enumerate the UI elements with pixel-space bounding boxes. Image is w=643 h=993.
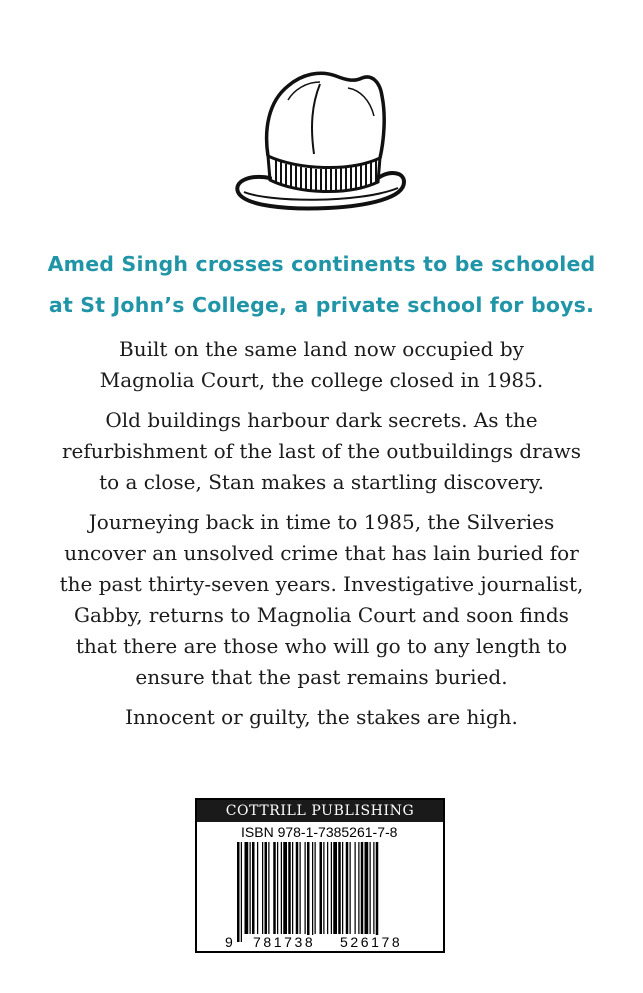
blurb-line: that there are those who will go to any length to xyxy=(75,634,568,658)
isbn-label: ISBN 978-1-7385261-7-8 xyxy=(241,824,398,840)
blurb xyxy=(0,334,643,742)
tagline-line-1: Amed Singh crosses continents to be schooled xyxy=(47,252,596,276)
fedora-hat-icon xyxy=(228,60,412,215)
blurb-line: to a close, Stan makes a startling discovery. xyxy=(99,470,544,494)
tagline-line-2: at St John’s College, a private school for boys. xyxy=(48,293,595,317)
blurb-line: Old buildings harbour dark secrets. As the xyxy=(105,408,538,432)
barcode-digits-right: 526178 xyxy=(340,934,403,950)
blurb-line: Built on the same land now occupied by xyxy=(119,337,524,361)
blurb-line: the past thirty-seven years. Investigative journalist, xyxy=(59,572,584,596)
blurb-line: uncover an unsolved crime that has lain buried for xyxy=(64,541,579,565)
barcode-digits-left: 781738 xyxy=(253,934,316,950)
blurb-line: refurbishment of the last of the outbuildings draws xyxy=(61,439,582,463)
blurb-line: Gabby, returns to Magnolia Court and soon finds xyxy=(74,603,569,627)
blurb-paragraph-3 xyxy=(0,507,643,693)
barcode-bars xyxy=(237,842,427,942)
barcode-panel xyxy=(195,798,445,953)
blurb-line: Magnolia Court, the college closed in 1985. xyxy=(99,368,544,392)
blurb-line: Journeying back in time to 1985, the Silveries xyxy=(88,510,555,534)
blurb-paragraph-4 xyxy=(0,702,643,733)
publisher-name: COTTRILL PUBLISHING xyxy=(197,800,443,822)
barcode-lead-digit: 9 xyxy=(225,934,233,950)
tagline xyxy=(0,244,643,326)
blurb-line: ensure that the past remains buried. xyxy=(135,665,508,689)
blurb-paragraph-1 xyxy=(0,334,643,396)
blurb-paragraph-2 xyxy=(0,405,643,498)
blurb-line: Innocent or guilty, the stakes are high. xyxy=(125,705,518,729)
